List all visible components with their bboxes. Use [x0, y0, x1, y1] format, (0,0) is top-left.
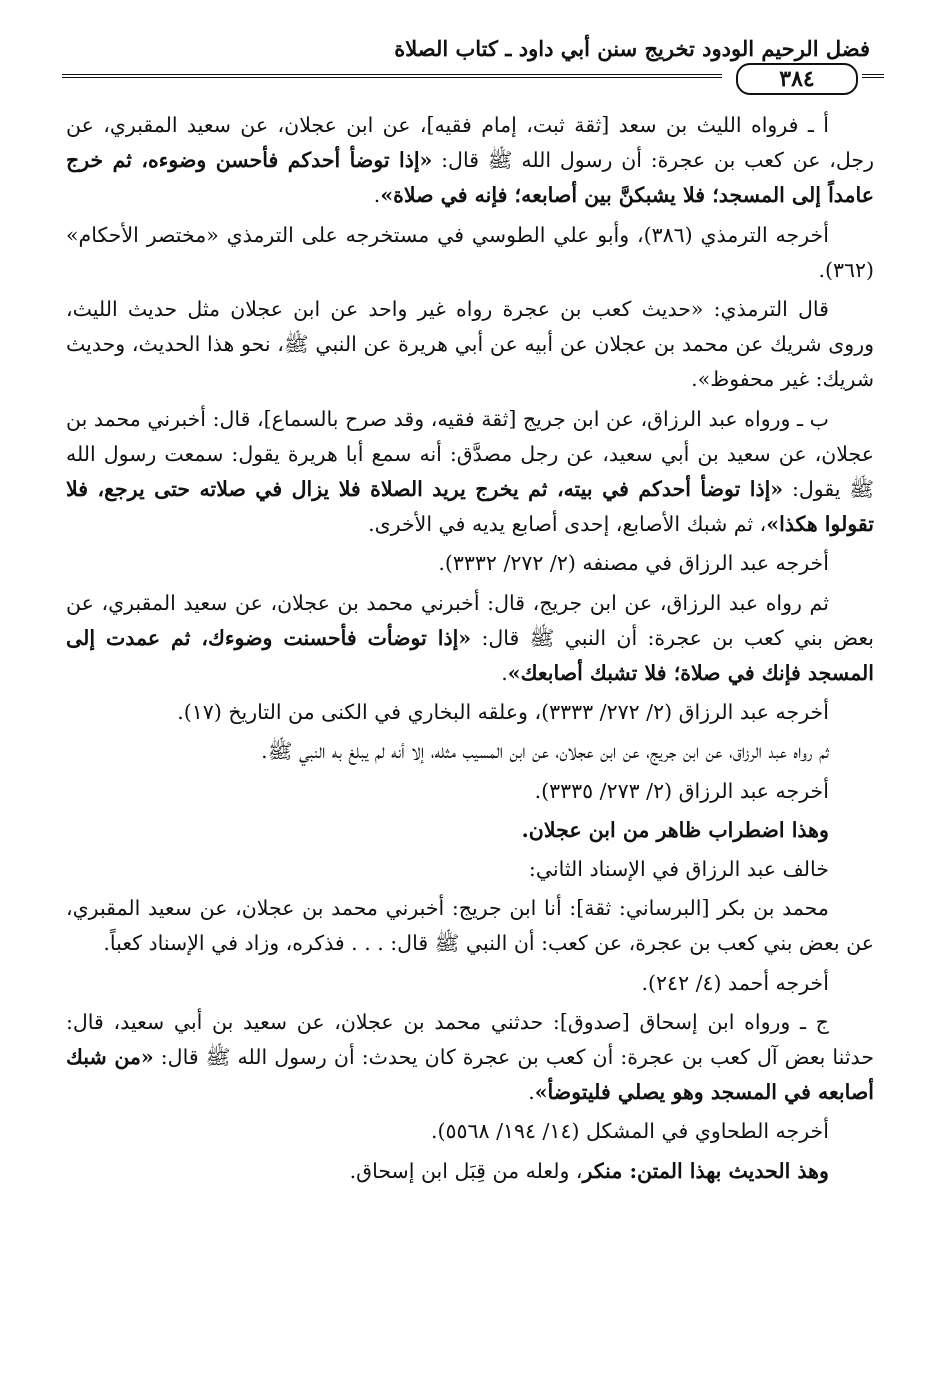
bold-text-run: وهذ الحديث بهذا المتن: منكر [582, 1158, 829, 1183]
paragraph-p12 [66, 891, 874, 961]
text-run: . [528, 1080, 535, 1105]
text-run: أخرجه عبد الرزاق (٢/ ٢٧٢/ ٣٣٣٣)، وعلقه البخاري في الكنى من التاريخ (١٧). [177, 700, 829, 725]
paragraph-p9 [66, 774, 874, 809]
bold-text-run: «إذا توضأ أحدكم فأحسن وضوءه، ثم خرج عامداً إلى المسجد؛ فلا يشبكنَّ بين أصابعه؛ فإنه في صلاة» [66, 148, 874, 208]
text-run: ، ولعله من قِبَل ابن إسحاق. [349, 1158, 583, 1183]
running-header-title: فضل الرحيم الودود تخريج سنن أبي داود ـ كتاب الصلاة [394, 36, 870, 61]
paragraph-p16 [66, 1154, 874, 1189]
text-run: أخرجه عبد الرزاق في مصنفه (٢/ ٢٧٢/ ٣٣٣٢). [438, 551, 829, 576]
bold-text-run: وهذا اضطراب ظاهر من ابن عجلان. [521, 817, 829, 842]
text-run: أخرجه الطحاوي في المشكل (١٤/ ١٩٤/ ٥٥٦٨). [430, 1119, 829, 1144]
paragraph-p13 [66, 966, 874, 1001]
text-run: أخرجه الترمذي (٣٨٦)، وأبو علي الطوسي في مستخرجه على الترمذي «مختصر الأحكام» (٣٦٢). [66, 222, 874, 282]
text-run: أ ـ فرواه الليث بن سعد [ثقة ثبت، إمام فقيه]، عن ابن عجلان، عن سعيد المقبري، عن رجل، عن كعب بن عجرة: أن رسول الله ﷺ قال: [66, 113, 874, 173]
text-run: قال الترمذي: «حديث كعب بن عجرة رواه غير واحد عن ابن عجلان مثل حديث الليث، وروى شريك عن محمد بن عجلان عن أبيه عن أبي هريرة عن النبي ﷺ، نحو هذا الحديث، وحديث شريك: غير محفوظ». [66, 297, 874, 392]
text-run: ثم رواه عبد الرزاق، عن ابن جريج، قال: أخبرني محمد بن عجلان، عن سعيد المقبري، عن بعض بني كعب بن عجرة: أن النبي ﷺ قال: [66, 590, 874, 650]
page-number-ornament [62, 63, 884, 93]
text-run: ، ثم شبك الأصابع، إحدى أصابع يديه في الأخرى. [368, 512, 767, 537]
paragraph-p15 [66, 1114, 874, 1149]
text-run: ب ـ ورواه عبد الرزاق، عن ابن جريج [ثقة فقيه، وقد صرح بالسماع]، قال: أخبرني محمد بن عجلان، عن سعيد بن أبي سعيد، عن رجل مصدَّق: أنه سمع أبا هريرة يقول: سمعت رسول الله ﷺ يقول: [66, 406, 875, 502]
text-run: ج ـ ورواه ابن إسحاق [صدوق]: حدثني محمد بن عجلان، عن سعيد بن أبي سعيد، قال: حدثنا بعض آل كعب بن عجرة: أن كعب بن عجرة كان يحدث: أن رسول الله ﷺ قال: [66, 1009, 874, 1070]
text-run: أخرجه عبد الرزاق (٢/ ٢٧٣/ ٣٣٣٥). [534, 778, 829, 803]
page-number: ٣٨٤ [736, 63, 858, 95]
paragraph-p3 [66, 292, 874, 398]
text-run: خالف عبد الرزاق في الإسناد الثاني: [528, 857, 829, 882]
text-run: . [373, 183, 381, 208]
paragraph-p1 [66, 108, 874, 214]
bold-text-run: «من شبك أصابعه في المسجد وهو يصلي فليتوضأ» [66, 1045, 874, 1105]
text-run: أخرجه أحمد (٤/ ٢٤٢). [641, 970, 829, 995]
header-rule-right [862, 74, 884, 78]
text-run: ثم رواه عبد الرزاق، عن ابن جريج، عن ابن عجلان، عن ابن المسيب مثله، إلا أنه لم يبلغ به النبي ﷺ. [261, 739, 829, 764]
text-run: محمد بن بكر [البرساني: ثقة]: أنا ابن جريج: أخبرني محمد بن عجلان، عن سعيد المقبري، عن بعض بني كعب بن عجرة، عن كعب: أن النبي ﷺ قال: . . . فذكره، وزاد في الإسناد كعباً. [66, 896, 874, 956]
text-run: . [501, 661, 508, 686]
header-rule-left [62, 74, 722, 78]
paragraph-p11 [66, 852, 874, 887]
paragraph-p4 [66, 402, 874, 543]
page-body [66, 108, 874, 1193]
paragraph-p14 [66, 1005, 874, 1111]
paragraph-p6 [66, 586, 874, 692]
paragraph-p7 [66, 695, 874, 730]
paragraph-p10 [66, 813, 874, 848]
paragraph-p5 [66, 546, 874, 581]
bold-text-run: «إذا توضأ أحدكم في بيته، ثم يخرج يريد الصلاة فلا يزال في صلاته حتى يرجع، فلا تقولوا هكذا» [66, 477, 874, 537]
paragraph-p2 [66, 218, 874, 288]
paragraph-p8 [66, 734, 874, 769]
bold-text-run: «إذا توضأت فأحسنت وضوءك، ثم عمدت إلى المسجد فإنك في صلاة؛ فلا تشبك أصابعك» [66, 625, 874, 686]
